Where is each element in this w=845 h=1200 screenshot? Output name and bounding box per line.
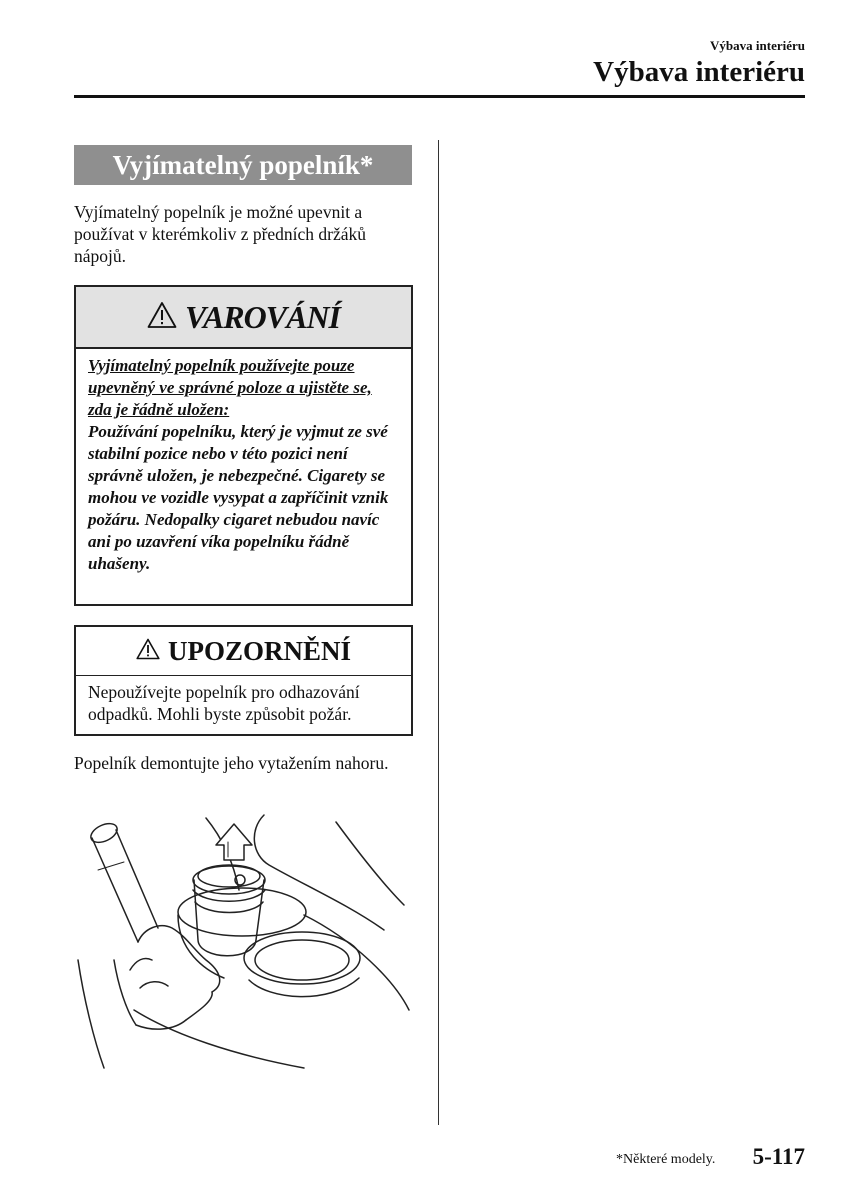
warning-label: VAROVÁNÍ bbox=[184, 298, 340, 335]
caution-text: Nepoužívejte popelník pro odhazování odpadků. Mohli byste způsobit požár. bbox=[88, 682, 360, 724]
ashtray-removal-illustration bbox=[74, 810, 414, 1070]
intro-paragraph: Vyjímatelný popelník je možné upevnit a používat v kterémkoliv z předních držáků nápojů. bbox=[74, 202, 367, 266]
warning-header bbox=[76, 287, 411, 349]
footnote: *Některé modely. bbox=[616, 1152, 716, 1167]
column-divider bbox=[438, 140, 439, 1125]
warning-triangle-icon bbox=[147, 301, 177, 334]
instruction-paragraph: Popelník demontujte jeho vytažením nahoru. bbox=[74, 753, 389, 773]
chapter-title: Výbava interiéru bbox=[593, 56, 805, 88]
header-rule bbox=[74, 95, 805, 98]
page-number: 5-117 bbox=[752, 1144, 805, 1169]
warning-text: Používání popelníku, který je vyjmut ze své stabilní pozice nebo v této pozici není správně uložen, je nebezpečné. Cigarety se mohou ve vozidle vysypat a zapříčinit vznik požáru. Nedopalky cigaret nebudou navíc ani po uzavření víka popelníku řádně uhašeny. bbox=[88, 422, 389, 573]
caution-box bbox=[74, 625, 413, 736]
running-header: Výbava interiéru bbox=[710, 38, 805, 53]
caution-label: UPOZORNĚNÍ bbox=[167, 635, 351, 666]
warning-box bbox=[74, 285, 413, 606]
warning-body bbox=[76, 349, 411, 575]
section-title: Vyjímatelný popelník* bbox=[74, 145, 412, 185]
caution-header bbox=[76, 627, 411, 676]
warning-lead-text: Vyjímatelný popelník používejte pouze upevněný ve správné poloze a ujistěte se, zda je řádně uložen: bbox=[88, 356, 372, 419]
warning-triangle-icon bbox=[136, 638, 160, 665]
